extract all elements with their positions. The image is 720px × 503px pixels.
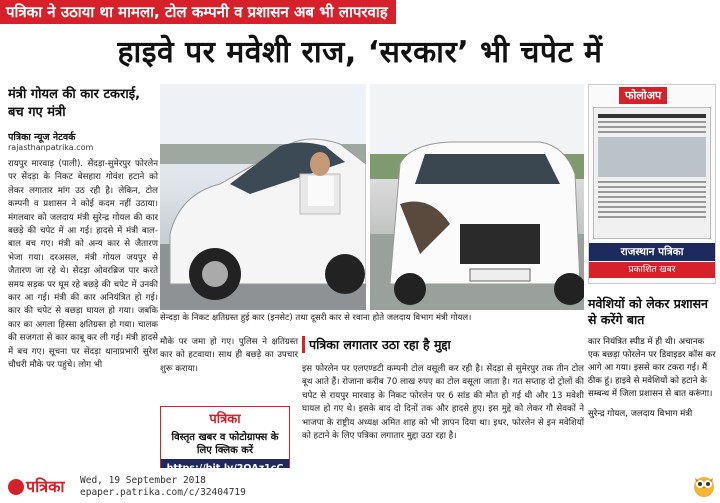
right-subhead: मवेशियों को लेकर प्रशासन से करेंगे बात	[588, 296, 708, 327]
left-body: रायपुर मारवाड़ (पाली). सेंदड़ा-सुमेरपुर फोरलेन पर सेंदड़ा के निकट बेसहारा गोवंश हटाने को लेकर लगातार मांग उठ रही है। लेकिन, टोल कम्पनी व प्रशासन ने कोई कदम नहीं उठाया। मंगलवार को जलदाय मंत्री सुरेन्द्र गोयल की कार बछड़े की चपेट में आ गई। हादसे में मंत्री बाल-बाल बच गए। मंत्री को अन्य कार से जैतारण भेजा गया। दरअसल, मंत्री गोयल जयपुर से जैतारण जा रहे थे। सेंदड़ा ओवरब्रिज पार करते समय सड़क पर घूम रहे बछड़े की चपेट में उनकी कार आ गई। मंत्री की कार अनियंत्रित हो गई। कार की चपेट से बछड़ा घायल हो गया। जबकि कार का अगला हिस्सा क्षतिग्रस्त हो गया। चालक की सजगता से कार काबू कर ली गई। मंत्री हादसे में बच गए। सूचना पर सेंदड़ा थानाप्रभारी सुरेश चौधरी मौके पर पहुंचे। लोग भी	[8, 159, 158, 371]
byline: पत्रिका न्यूज नेटवर्क	[8, 132, 76, 143]
right-column	[588, 84, 716, 419]
footer	[0, 468, 720, 503]
mid-right-body: इस फोरलेन पर एलएण्डटी कम्पनी टोल वसूली कर रही है। सेंदड़ा से सुमेरपुर तक तीन टोल बूथ आते हैं। रोजाना करीब 70 लाख रुपए का टोल वसूला जाता है। गत सप्ताह दो ट्रोलों की चपेट से रायपुर मारवाड़ के निकट फोरलेन पर 6 सांड की मौत हो गई थी और 13 मवेशी घायल हो गए थे। इसके बाद दो दिनों तक और हादसे हुए। इस मुद्दे को लेकर गौ सेवकों ने भाजपा के राष्ट्रीय अध्यक्ष अमित शाह को भी ज्ञापन दिया था। इधर, फोरलेन से इन मवेशियों को हटाने के लिए पत्रिका लगातार मुद्दा उठा रहा है।	[302, 364, 584, 442]
footer-date: Wed, 19 September 2018	[80, 475, 206, 486]
right-body: कार नियंत्रित स्पीड में ही थी। अचानक एक बछड़ा फोरलेन पर डिवाइडर कॉस कर आगे आ गया। इससे कार टकरा गई। मैं ठीक हूं। हाइवे से मवेशियों को हटाने के सम्बन्ध में जिला प्रशासन से बात करूंगा।	[588, 337, 716, 399]
footer-logo-text: पत्रिका	[26, 477, 65, 496]
left-column	[8, 86, 158, 461]
newspaper-clipping	[593, 107, 711, 239]
followup-box	[588, 84, 716, 284]
promo-logo: पत्रिका	[161, 407, 289, 429]
footer-url[interactable]: epaper.patrika.com/c/32404719	[80, 487, 246, 498]
mid-left-body: मौके पर जमा हो गए। पुलिस ने क्षतिग्रस्त कार को हटवाया। साथ ही बछड़े का उपचार शुरू कराया।	[160, 337, 298, 374]
footer-logo[interactable]	[6, 476, 72, 498]
followup-label: फोलोअप	[619, 87, 667, 104]
logo-mark-icon	[8, 479, 24, 495]
mid-right-column	[302, 336, 584, 443]
byline-web: rajasthanpatrika.com	[8, 143, 94, 152]
brand-name: राजस्थान पत्रिका	[589, 243, 715, 261]
mid-right-subhead: पत्रिका लगातार उठा रहा है मुद्दा	[302, 336, 584, 353]
photo-area	[160, 84, 584, 330]
kicker-bar	[0, 0, 720, 24]
footer-meta	[80, 475, 246, 499]
mid-left-column	[160, 336, 298, 479]
photo-minister-car	[160, 84, 366, 310]
damaged-car-illustration	[370, 84, 584, 310]
right-signature: सुरेन्द्र गोयल, जलदाय विभाग मंत्री	[588, 409, 693, 419]
kicker-text: पत्रिका ने उठाया था मामला, टोल कम्पनी व प्रशासन अब भी लापरवाह	[0, 0, 396, 24]
owl-icon	[692, 472, 716, 498]
headline: हाइवे पर मवेशी राज, ‘सरकार’ भी चपेट में	[117, 35, 603, 70]
left-subhead: मंत्री गोयल की कार टकराई, बच गए मंत्री	[8, 87, 141, 120]
car-photo-illustration	[160, 84, 366, 310]
photo-damaged-car	[370, 84, 584, 310]
promo-text: विस्तृत खबर व फोटोग्राफ्स के लिए क्लिक करें	[171, 432, 279, 457]
photo-caption: सेन्दड़ा के निकट क्षतिग्रस्त हुई कार (इनसेट) तथा दूसरी कार से रवाना होते जलदाय विभाग मंत्री गोयल।	[160, 313, 472, 323]
brand-sub: प्रकाशित खबर	[589, 262, 715, 278]
